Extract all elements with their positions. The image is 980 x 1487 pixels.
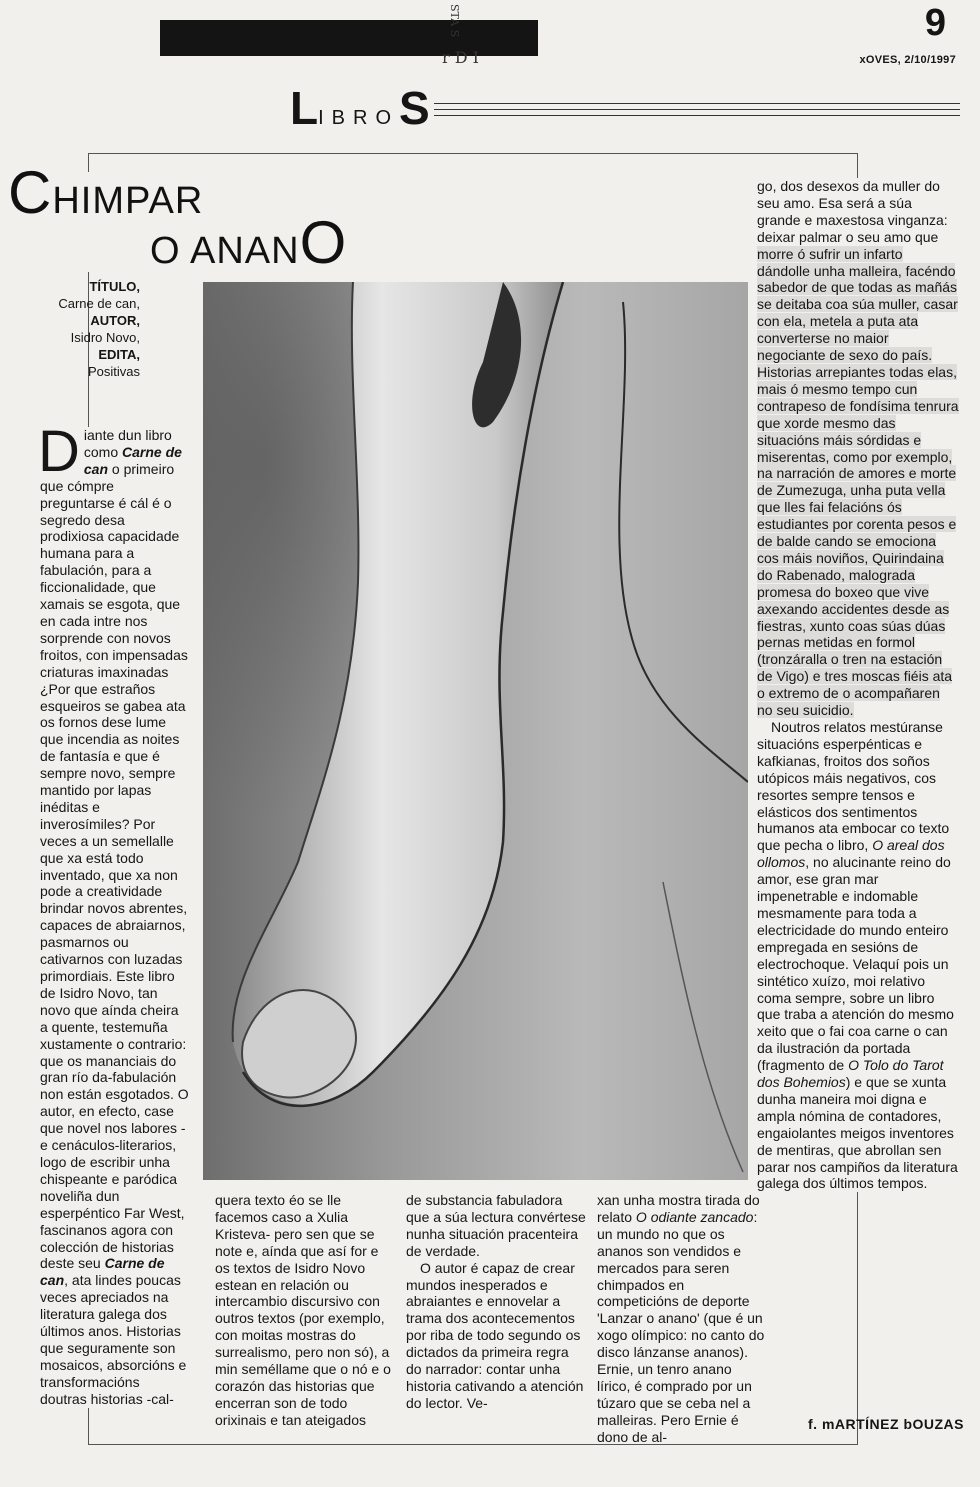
col3-paragraph-1: de substancia fabuladora que a súa lectura convértese nunha situación pracenteira de verdade.	[406, 1192, 586, 1259]
col5-text-mid: morre ó sufrir un infarto dándolle unha malleira, facéndo sabedor de que todas as mañás se deitaba coa súa muller, casar con ela, metela a puta ata converterse no maior negociante de sexo do país. Historias arrepiantes todas elas, mais ó mesmo tempo cun contrapeso de fondísima tenrura que xorde mesmo das situacións máis sórdidas e miserentas, como por exemplo, na narración de amores e morte de Zumezuga, unha puta vella que lles fai felacións ós estudiantes por corenta pesos e de balde cando se emociona cos máis noviños, Quirindaina do Rabenado, malograda promesa do boxeo que vive axexando accidentes desde as fiestras, xunto coas súas dúas pernas metidas en formol (tronzáralla o tren na estación de Vigo) e tres moscas fiéis ata o extremo de o acompañaren no seu suicidio.	[757, 245, 959, 719]
story-title-inline: O areal dos ollomos	[757, 837, 945, 871]
article-column-1	[38, 419, 190, 1408]
title-cap-c: C	[8, 159, 53, 226]
title-line2: O ANAN	[150, 230, 300, 272]
article-column-5	[757, 178, 959, 1192]
col5-text-p2a: Noutros relatos mestúranse situacións esperpénticas e kafkianas, froitos dos soños utópicos máis negativos, cos resortes sempre tensos e elásticos dos sentimentos humanos ata embocar co texto que pecha o libro,	[757, 719, 950, 854]
col3-paragraph-2: O autor é capaz de crear mundos inesperados e abraiantes e ennovelar a trama dos acontecementos por riba de todo segundo os dictados da primeira regra do narrador: contar unha historia cativando a atención do lector. Ve-	[406, 1259, 584, 1411]
masthead-fragment-text: r D I	[442, 48, 479, 67]
book-title-inline: Carne de can	[40, 1255, 165, 1289]
section-label	[290, 82, 434, 134]
article-column-2	[215, 1192, 395, 1429]
masthead-fragment	[430, 0, 510, 70]
credit-line: Isidro Novo,	[70, 330, 140, 345]
col1-text-c: , ata lindes poucas veces apreciados na literatura galega dos últimos anos. Historias que seguramente son mosaicos, absorcións e transformacións doutras historias -cal-	[40, 1272, 187, 1407]
col4-text-b: : un mundo no que os ananos son vendidos e mercados para seren chimpados en competicións de deporte 'Lanzar o anano' (que é un xogo olímpico: no canto do disco lánzanse ananos). Ernie, un tenro anano lírico, é comprado por un túzaro que se ceba nel a malleiras. Pero Ernie é dono de al-	[597, 1208, 765, 1445]
col4-text-a: xan unha mostra tirada do relato	[597, 1192, 760, 1225]
article-column-4	[597, 1192, 767, 1446]
col1-text-b: o primeiro que cómpre preguntarse é cál é o segredo desa prodixiosa capacidade humana para a fabulación, para a ficcionalidade, que xamais se esgota, que en cada intre nos sorprende con novos froitos, con impensadas criaturas imaxinadas ¿Por que estraños esqueiros se gabea ata os fornos dese lume que incendia as noites de fantasía e que é sempre novo, sempre mantido por lapas inéditas e inverosímiles? Por veces a un semellalle que xa está todo inventado, que xa non pode a creatividade brindar novos abrentes, capaces de abraiarnos, pasmarnos ou cativarnos con luzadas primordiais. Este libro de Isidro Novo, tan novo que aínda cheira a quente, testemuña xustamente o contrario: que os mananciais do gran río da-fabulación non están esgotados. O autor, en efecto, case que novel nos labores -e cenáculos-literarios, logo de escribir unha chispeante e paródica noveliña dun esperpéntico Far West, fascinanos agora con colección de historias deste seu	[40, 460, 189, 1272]
drop-cap: D	[38, 419, 80, 484]
col5-text-top: go, dos desexos da muller do seu amo. Esa será a súa grande e maxestosa vinganza: deixar palmar o seu amo que	[757, 178, 948, 245]
section-label-middle: IBRO	[318, 107, 400, 129]
col1-text-a: iante dun libro como	[83, 427, 172, 460]
col5-text-p2b: , no alucinante reino do amor, ese gran mar impenetrable e indomable mesmamente para toda a electricidade do mundo enteiro empregada en sesións de electrochoque. Velaquí pois un sintético xuízo, moi relativo coma sempre, sobre un libro que traba a atención do mesmo xeito que o fai coa carne o can da ilustración da portada (fragmento de	[757, 854, 954, 1074]
title-line1: HIMPAR	[52, 180, 204, 222]
book-credits	[30, 278, 140, 380]
col2-text: quera texto éo se lle facemos caso a Xulia Kristeva- pero sen que se note e, aínda que así for e os textos de Isidro Novo estean en relación ou intercambio discursivo con outros textos (por exemplo, con moitas mostras do surrealismo, pero non só), a min seméllame que o nó e o corazón das historias que encerran son de todo orixinais e tan ateigados	[215, 1192, 391, 1428]
section-label-first: L	[290, 82, 319, 134]
col5-text-p2c: ) e que se xunta dunha maneira moi digna e ampla nómina de contadores, engaiolantes meigos inventores de mentiras, que abrollan sen parar nos campiños da literatura galega dos últimos tempos.	[757, 1074, 958, 1192]
story-title-inline: O odiante zancado	[635, 1208, 754, 1225]
issue-date: xOVES, 2/10/1997	[859, 54, 956, 66]
credit-line: AUTOR,	[90, 313, 140, 328]
article-column-3	[406, 1192, 586, 1412]
foot-photo	[203, 282, 748, 1180]
section-label-last: S	[399, 82, 430, 134]
article-title	[8, 159, 348, 276]
masthead-vertical-text: STA S	[448, 4, 461, 38]
page-number: 9	[924, 2, 946, 44]
title-cap-o: O	[299, 209, 348, 276]
credit-line: TÍTULO,	[89, 279, 140, 294]
author-byline: f. mARTÍNEZ bOUZAS	[808, 1416, 964, 1432]
credit-line: Carne de can,	[58, 296, 140, 311]
cover-title-inline: O Tolo do Tarot dos Bohemios	[757, 1057, 944, 1091]
book-title-inline: Carne de can	[83, 443, 182, 477]
credit-line: EDITA,	[98, 347, 140, 362]
credit-line: Positivas	[87, 364, 140, 379]
foot-photo-image	[203, 282, 748, 1180]
